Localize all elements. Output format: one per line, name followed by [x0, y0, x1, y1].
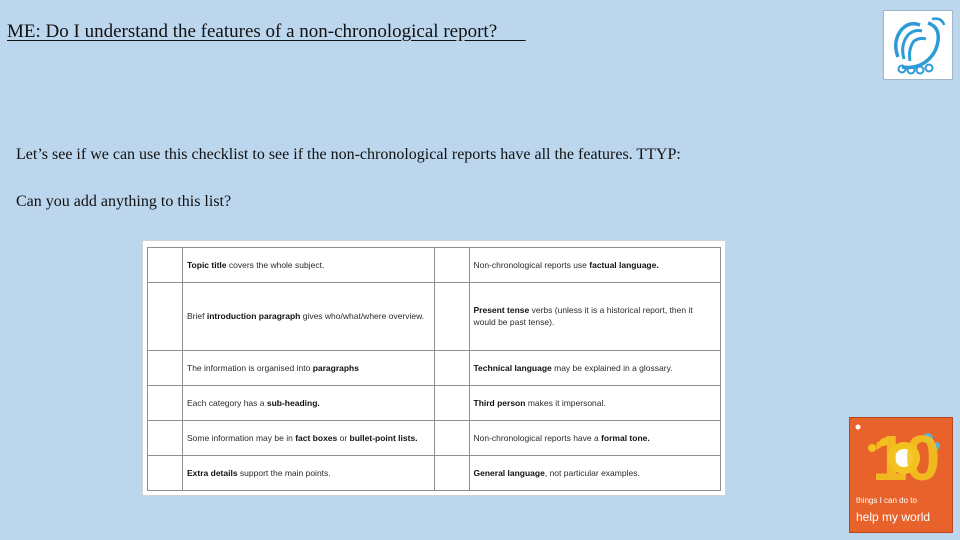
- feature-text: makes it impersonal.: [525, 397, 606, 408]
- book-subtitle-1: things I can do to: [856, 496, 917, 505]
- feature-keyword: introduction paragraph: [206, 311, 301, 322]
- feature-keyword: formal tone.: [601, 432, 650, 443]
- feature-keyword: bullet-point lists.: [349, 432, 418, 443]
- feature-keyword: Topic title: [187, 260, 227, 271]
- feature-keyword: fact boxes: [295, 432, 338, 443]
- book-number: 10: [872, 422, 938, 494]
- feature-keyword: Extra details: [187, 467, 238, 478]
- checklist-item-right: [469, 455, 721, 490]
- book-cover-icon: [849, 417, 953, 533]
- feature-keyword: Present tense: [473, 305, 530, 316]
- feature-text: Non-chronological reports use: [473, 260, 590, 271]
- checklist-row: [148, 385, 721, 420]
- checklist-item-left: [183, 420, 435, 455]
- feature-keyword: General language: [473, 467, 545, 478]
- checklist-item-right: [469, 385, 721, 420]
- tick-box-right: [434, 385, 469, 420]
- question-text: Can you add anything to this list?: [16, 193, 232, 210]
- tick-box-right: [434, 455, 469, 490]
- feature-keyword: factual language.: [589, 260, 659, 271]
- tick-box-left: [148, 350, 183, 385]
- feature-keyword: sub-heading.: [266, 397, 320, 408]
- checklist-row: [148, 420, 721, 455]
- checklist-row: [148, 350, 721, 385]
- features-checklist: [142, 240, 726, 496]
- tick-box-right: [434, 283, 469, 351]
- checklist-row: [148, 248, 721, 283]
- tick-box-left: [148, 283, 183, 351]
- tick-box-right: [434, 350, 469, 385]
- feature-text: , not particular examples.: [544, 467, 640, 478]
- checklist-table: [147, 247, 721, 491]
- feature-keyword: paragraphs: [312, 362, 359, 373]
- feature-text: verbs (unless it is a historical report, then it would be past tense).: [473, 305, 693, 328]
- tick-box-right: [434, 420, 469, 455]
- tick-box-left: [148, 385, 183, 420]
- tick-box-left: [148, 420, 183, 455]
- feature-text: or: [337, 432, 350, 443]
- checklist-item-right: [469, 248, 721, 283]
- feature-keyword: Third person: [473, 397, 526, 408]
- page-title: ME: Do I understand the features of a non-chronological report?: [7, 21, 526, 42]
- checklist-item-left: [183, 455, 435, 490]
- book-subtitle-2: help my world: [856, 510, 931, 524]
- checklist-item-right: [469, 420, 721, 455]
- feature-text: Brief: [187, 311, 207, 322]
- checklist-row: [148, 455, 721, 490]
- checklist-item-left: [183, 385, 435, 420]
- instruction-text: Let’s see if we can use this checklist to see if the non-chronological reports have all the features. TTYP:: [16, 146, 681, 163]
- feature-keyword: Technical language: [473, 362, 552, 373]
- tick-box-left: [148, 248, 183, 283]
- tick-box-left: [148, 455, 183, 490]
- school-logo-icon: [883, 10, 953, 80]
- checklist-row: [148, 283, 721, 351]
- checklist-item-left: [183, 350, 435, 385]
- feature-text: gives who/what/where overview.: [300, 311, 425, 322]
- feature-text: Some information may be in: [187, 432, 296, 443]
- feature-text: support the main points.: [237, 467, 331, 478]
- checklist-item-left: [183, 248, 435, 283]
- feature-text: Non-chronological reports have a: [473, 432, 602, 443]
- checklist-item-right: [469, 283, 721, 351]
- feature-text: The information is organised into: [187, 362, 313, 373]
- checklist-item-right: [469, 350, 721, 385]
- checklist-item-left: [183, 283, 435, 351]
- feature-text: covers the whole subject.: [226, 260, 325, 271]
- tick-box-right: [434, 248, 469, 283]
- feature-text: may be explained in a glossary.: [551, 362, 673, 373]
- feature-text: Each category has a: [187, 397, 267, 408]
